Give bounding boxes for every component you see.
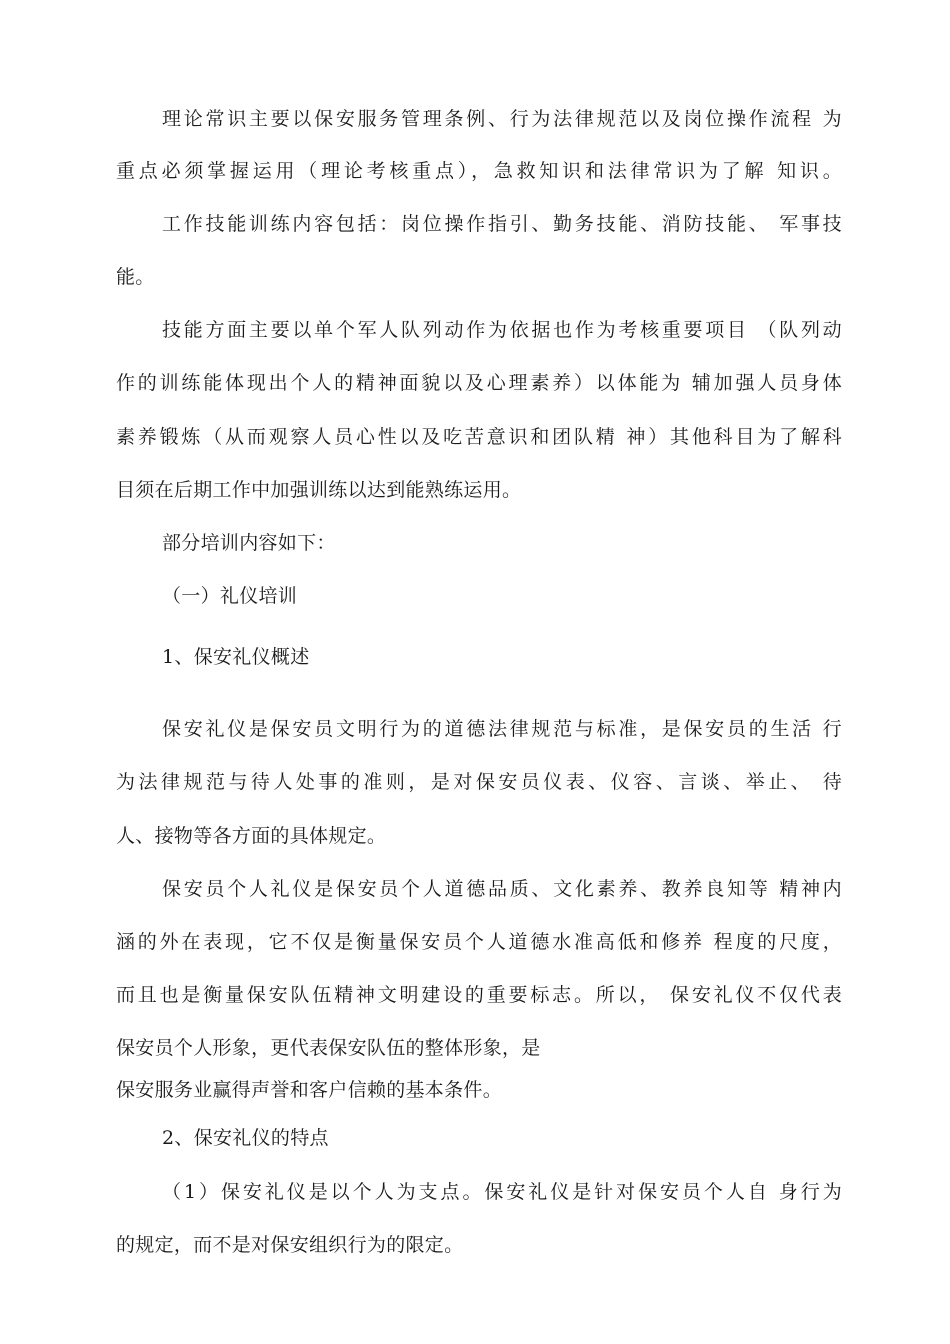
paragraph-1-line-1: 理论常识主要以保安服务管理条例、行为法律规范以及岗位操作流程 为 — [162, 108, 842, 130]
paragraph-6-line-4: 保安员个人形象，更代表保安队伍的整体形象，是 — [116, 1037, 541, 1059]
paragraph-5-line-1: 保安礼仪是保安员文明行为的道德法律规范与标准，是保安员的生活 行 — [162, 718, 842, 740]
paragraph-2-line-2: 能。 — [116, 266, 155, 288]
paragraph-2-line-1: 工作技能训练内容包括：岗位操作指引、勤务技能、消防技能、 军事技 — [162, 213, 842, 235]
paragraph-1-line-2: 重点必须掌握运用（理论考核重点），急救知识和法律常识为了解 知识。 — [116, 160, 842, 182]
subsection-heading-overview: 1、保安礼仪概述 — [162, 646, 310, 668]
subsection-heading-characteristics: 2、保安礼仪的特点 — [162, 1127, 329, 1149]
paragraph-6-line-5: 保安服务业赢得声誉和客户信赖的基本条件。 — [116, 1079, 503, 1101]
paragraph-7-line-1: （1）保安礼仪是以个人为支点。保安礼仪是针对保安员个人自 身行为 — [162, 1181, 842, 1203]
paragraph-3-line-3: 素养锻炼（从而观察人员心性以及吃苦意识和团队精 神）其他科目为了解科 — [116, 426, 842, 448]
paragraph-3-line-4: 目须在后期工作中加强训练以达到能熟练运用。 — [116, 479, 522, 501]
section-heading-etiquette-training: （一）礼仪培训 — [162, 585, 298, 607]
paragraph-3-line-1: 技能方面主要以单个军人队列动作为依据也作为考核重要项目 （队列动 — [162, 319, 842, 341]
paragraph-3-line-2: 作的训练能体现出个人的精神面貌以及心理素养）以体能为 辅加强人员身体 — [116, 372, 842, 394]
paragraph-4-line-1: 部分培训内容如下： — [162, 532, 336, 554]
paragraph-6-line-1: 保安员个人礼仪是保安员个人道德品质、文化素养、教养良知等 精神内 — [162, 878, 842, 900]
paragraph-5-line-2: 为法律规范与待人处事的准则，是对保安员仪表、仪容、言谈、举止、 待 — [116, 771, 842, 793]
paragraph-5-line-3: 人、接物等各方面的具体规定。 — [116, 825, 387, 847]
paragraph-6-line-2: 涵的外在表现，它不仅是衡量保安员个人道德水准高低和修养 程度的尺度， — [116, 931, 842, 953]
paragraph-7-line-2: 的规定，而不是对保安组织行为的限定。 — [116, 1234, 464, 1256]
paragraph-6-line-3: 而且也是衡量保安队伍精神文明建设的重要标志。所以， 保安礼仪不仅代表 — [116, 984, 842, 1006]
